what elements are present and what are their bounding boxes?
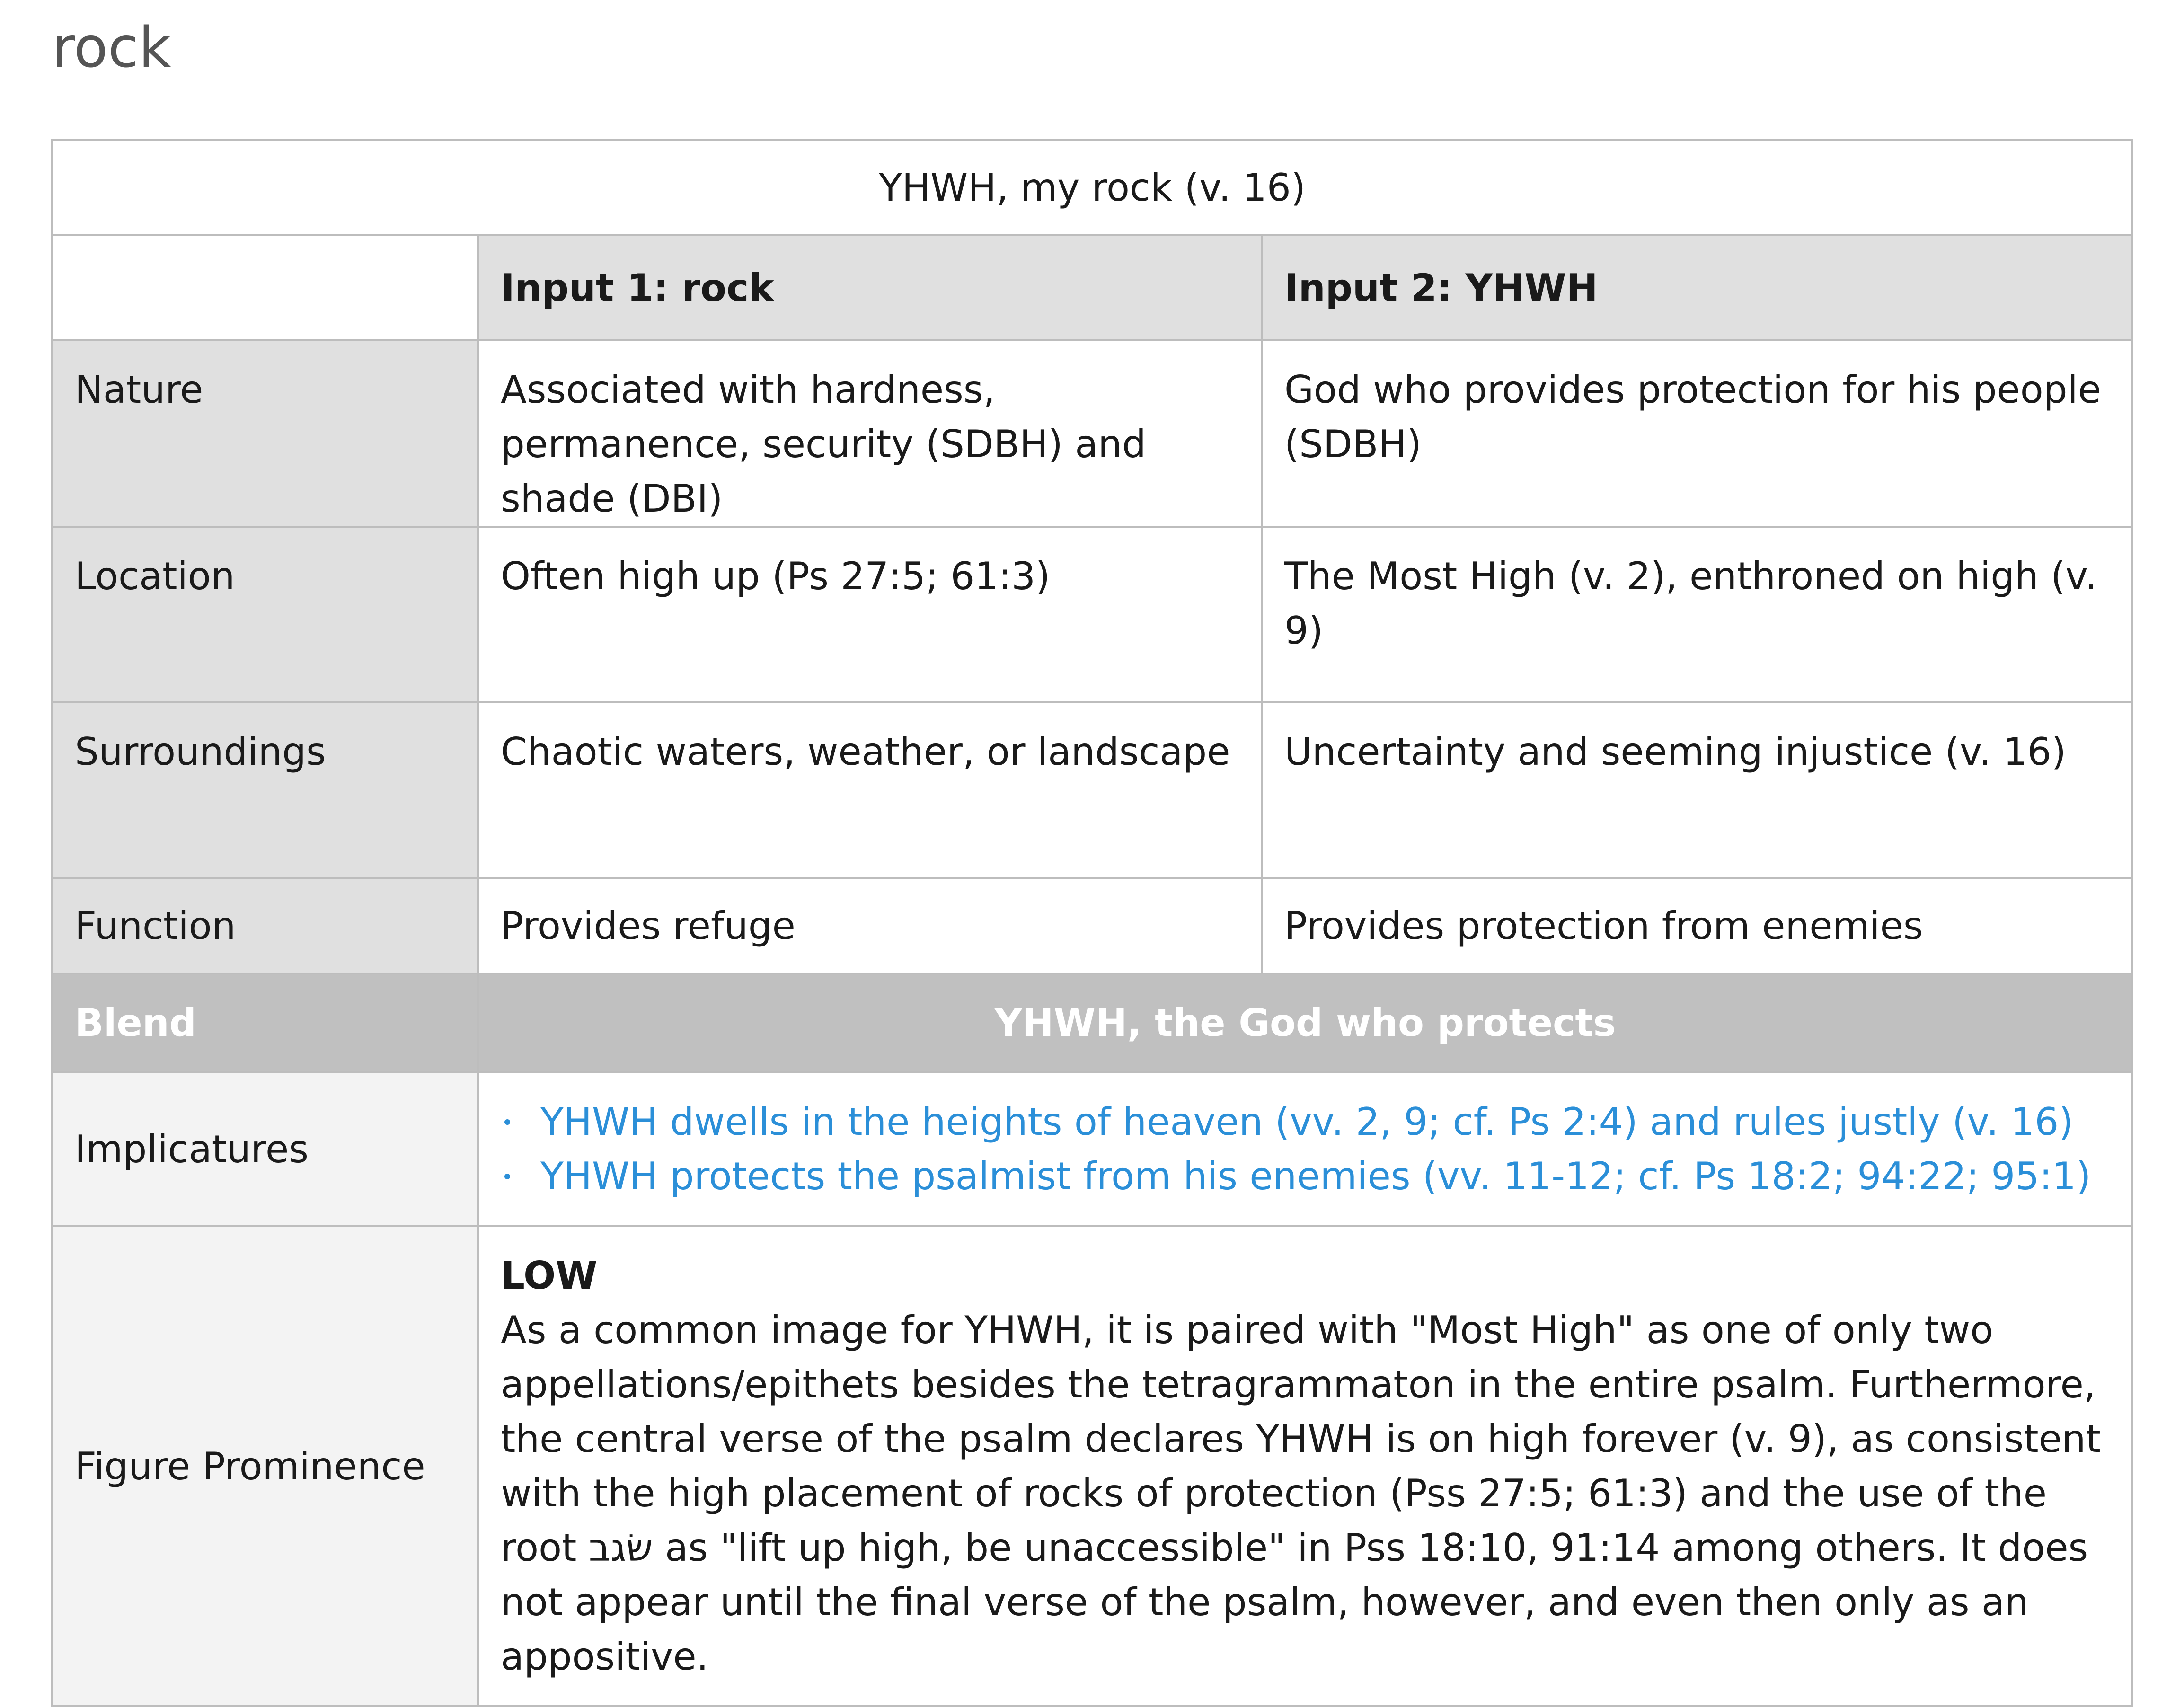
- header-input-2: Input 2: YHWH: [1262, 235, 2132, 340]
- nature-input-2: God who provides protection for his people (SDBH): [1262, 340, 2132, 527]
- blend-value: YHWH, the God who protects: [478, 973, 2132, 1072]
- implicatures-list: [501, 1095, 2110, 1203]
- row-label-blend: Blend: [52, 973, 478, 1072]
- prominence-rating: LOW: [501, 1254, 598, 1298]
- location-input-1: Often high up (Ps 27:5; 61:3): [478, 527, 1262, 702]
- implicatures-cell: [478, 1072, 2132, 1226]
- list-item[interactable]: YHWH protects the psalmist from his enemies (vv. 11-12; cf. Ps 18:2; 94:22; 95:1): [540, 1149, 2110, 1203]
- surroundings-input-2: Uncertainty and seeming injustice (v. 16): [1262, 702, 2132, 878]
- row-label-function: Function: [52, 878, 478, 973]
- location-input-2: The Most High (v. 2), enthroned on high (v. 9): [1262, 527, 2132, 702]
- row-label-surroundings: Surroundings: [52, 702, 478, 878]
- row-label-nature: Nature: [52, 340, 478, 527]
- table-row-function: [52, 878, 2132, 973]
- table-row-nature: [52, 340, 2132, 527]
- table-row-surroundings: [52, 702, 2132, 878]
- table-row-implicatures: [52, 1072, 2132, 1226]
- header-input-1: Input 1: rock: [478, 235, 1262, 340]
- table-title: YHWH, my rock (v. 16): [52, 140, 2132, 235]
- function-input-1: Provides refuge: [478, 878, 1262, 973]
- header-empty-cell: [52, 235, 478, 340]
- nature-input-1: Associated with hardness, permanence, security (SDBH) and shade (DBI): [478, 340, 1262, 527]
- prominence-text: As a common image for YHWH, it is paired with "Most High" as one of only two appellations/epithets besides the tetragrammaton in the entire psalm. Furthermore, the central verse of the psalm declares YHWH is on high forever (v. 9), as consistent with the high placement of rocks of protection (Pss 27:5; 61:3) and the use of the root שׂגב as "lift up high, be unaccessible" in Pss 18:10, 91:14 among others. It does not appear until the final verse of the psalm, however, and even then only as an appositive.: [501, 1308, 2101, 1679]
- row-label-location: Location: [52, 527, 478, 702]
- table-row-location: [52, 527, 2132, 702]
- blend-table: [51, 139, 2133, 1707]
- prominence-cell: [478, 1226, 2132, 1706]
- table-title-row: [52, 140, 2132, 235]
- table-row-prominence: [52, 1226, 2132, 1706]
- list-item[interactable]: YHWH dwells in the heights of heaven (vv. 2, 9; cf. Ps 2:4) and rules justly (v. 16): [540, 1095, 2110, 1149]
- surroundings-input-1: Chaotic waters, weather, or landscape: [478, 702, 1262, 878]
- function-input-2: Provides protection from enemies: [1262, 878, 2132, 973]
- row-label-implicatures: Implicatures: [52, 1072, 478, 1226]
- page-title: rock: [52, 15, 171, 80]
- table-header-row: [52, 235, 2132, 340]
- row-label-prominence: Figure Prominence: [52, 1226, 478, 1706]
- table-row-blend: [52, 973, 2132, 1072]
